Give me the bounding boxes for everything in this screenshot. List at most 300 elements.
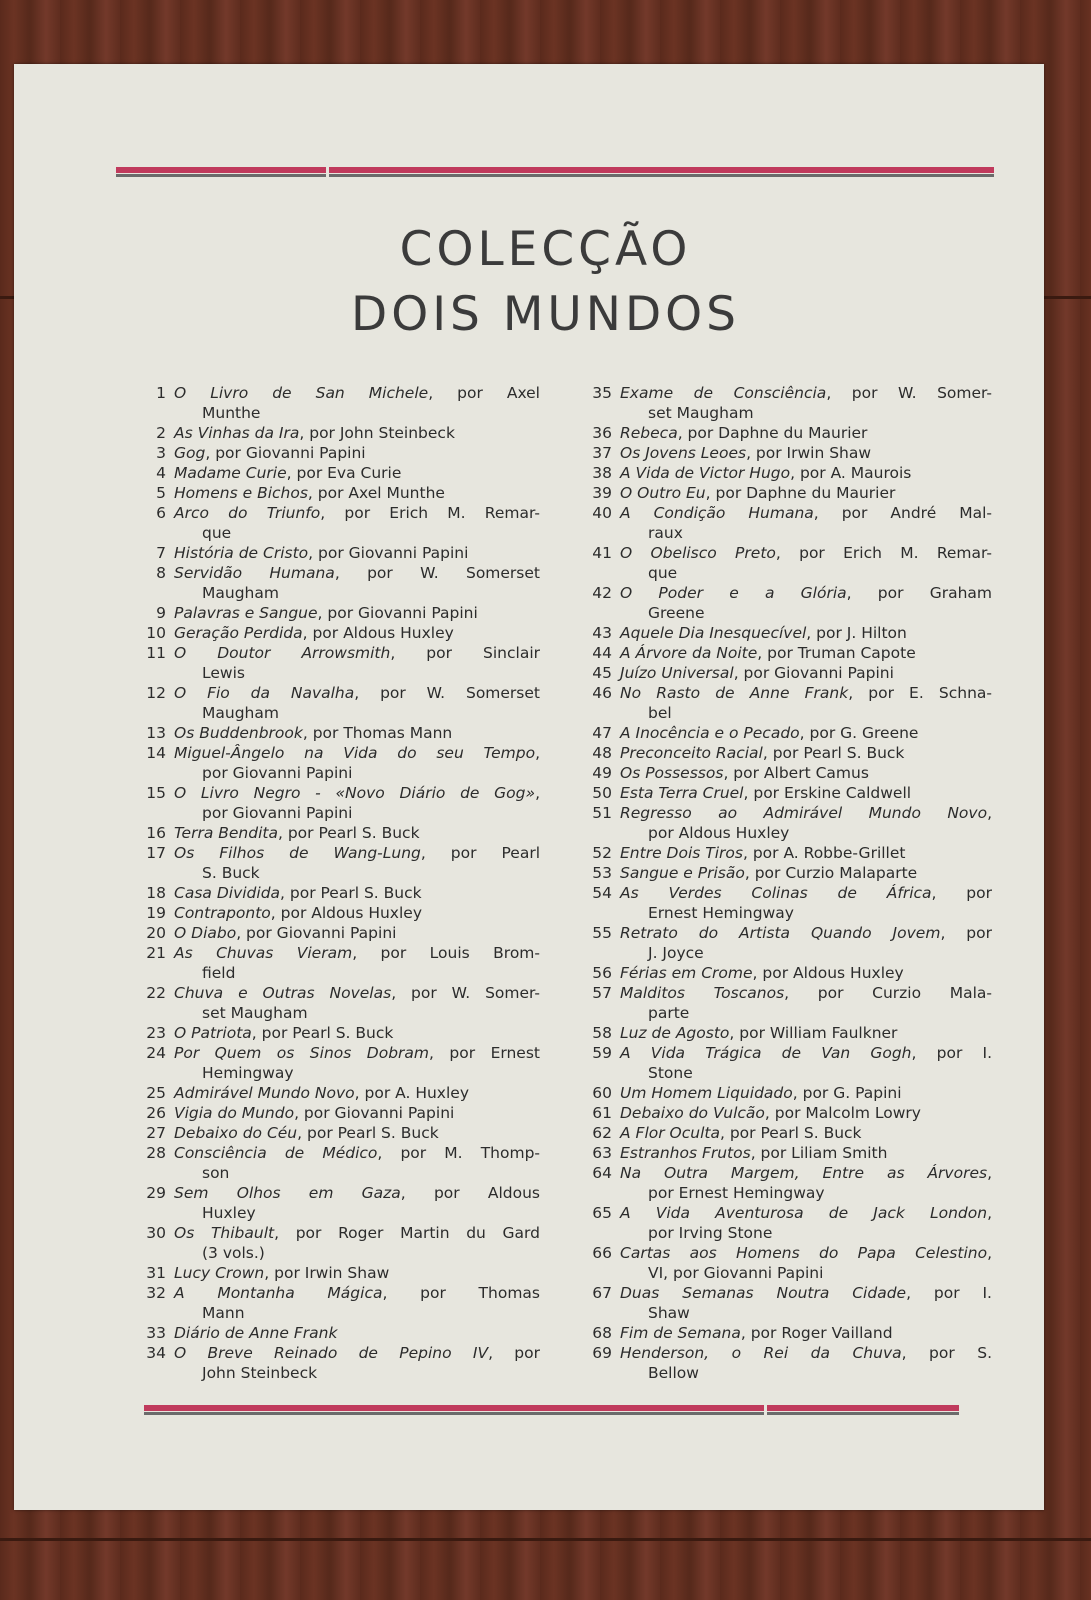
book-text [174, 1083, 540, 1103]
book-number: 33 [146, 1324, 166, 1342]
book-author: , por Giovanni Papini [294, 1104, 455, 1122]
book-title: Homens e Bichos [174, 484, 308, 502]
book-entry [128, 1083, 540, 1103]
book-number: 61 [592, 1104, 612, 1122]
book-author: , por Thomas [382, 1284, 540, 1302]
book-author: , por Sinclair [390, 644, 541, 662]
book-number: 48 [592, 744, 612, 762]
book-title: A Inocência e o Pecado [620, 724, 800, 742]
book-title: Um Homem Liquidado [620, 1084, 793, 1102]
book-author: , por William Faulkner [729, 1024, 898, 1042]
book-text [174, 943, 540, 983]
book-continuation: por Giovanni Papini [202, 764, 353, 782]
top-decorative-rule [116, 167, 994, 177]
book-text [174, 1123, 540, 1143]
book-entry [574, 463, 992, 483]
book-author: , por Erskine Caldwell [743, 784, 912, 802]
book-number: 64 [592, 1164, 612, 1182]
book-text [174, 623, 540, 643]
book-entry [128, 1143, 540, 1183]
book-continuation: parte [648, 1004, 690, 1022]
book-title: Sangue e Prisão [620, 864, 745, 882]
book-title: Miguel-Ângelo na Vida do seu Tempo [174, 744, 536, 762]
book-author: , por I. [911, 1044, 992, 1062]
book-continuation: Huxley [202, 1204, 256, 1222]
book-text [620, 683, 992, 723]
book-title: A Árvore da Noite [620, 644, 758, 662]
book-entry [128, 1223, 540, 1263]
book-text [620, 983, 992, 1023]
book-entry [574, 1083, 992, 1103]
book-text [620, 1323, 992, 1343]
book-text [174, 983, 540, 1023]
book-number: 8 [156, 564, 166, 582]
book-title: Juízo Universal [620, 664, 734, 682]
book-title: Henderson, o Rei da Chuva [620, 1344, 902, 1362]
book-text: Miguel-Ângelo na Vida do seu Tempo, por Giovanni Papini [174, 744, 540, 782]
book-text [174, 603, 540, 623]
book-text [620, 383, 992, 423]
book-number: 19 [146, 904, 166, 922]
book-entry [128, 623, 540, 643]
book-author: , por Giovanni Papini [205, 444, 366, 462]
book-continuation: (3 vols.) [202, 1244, 265, 1262]
book-number: 5 [156, 484, 166, 502]
book-author: , por Daphne du Maurier [677, 424, 868, 442]
book-title: Na Outra Margem, Entre as Árvores [620, 1164, 988, 1182]
floor-plank-seam [0, 1538, 1091, 1541]
book-entry [574, 1243, 992, 1283]
book-title: O Patriota [174, 1024, 252, 1042]
book-number: 34 [146, 1344, 166, 1362]
book-continuation: Lewis [202, 664, 245, 682]
book-entry [128, 723, 540, 743]
book-text [620, 623, 992, 643]
book-title: Sem Olhos em Gaza [174, 1184, 401, 1202]
book-author: , por I. [906, 1284, 992, 1302]
book-author: , por Aldous Huxley [752, 964, 904, 982]
book-author: , por Eva Curie [286, 464, 402, 482]
book-author: , por John Steinbeck [299, 424, 455, 442]
book-title: As Vinhas da Ira [174, 424, 300, 442]
book-entry [128, 1103, 540, 1123]
book-number: 69 [592, 1344, 612, 1362]
book-title: Férias em Crome [620, 964, 753, 982]
book-author: , por G. Papini [792, 1084, 902, 1102]
book-number: 17 [146, 844, 166, 862]
book-title: O Fio da Navalha [174, 684, 355, 702]
book-continuation: bel [648, 704, 672, 722]
book-entry [128, 463, 540, 483]
book-continuation: VI, por Giovanni Papini [648, 1264, 824, 1282]
book-author: , por Albert Camus [723, 764, 869, 782]
book-number: 25 [146, 1084, 166, 1102]
book-text [620, 443, 992, 463]
book-title: Admirável Mundo Novo [174, 1084, 355, 1102]
book-title: Gog [174, 444, 206, 462]
book-number: 54 [592, 884, 612, 902]
book-number: 24 [146, 1044, 166, 1062]
book-number: 59 [592, 1044, 612, 1062]
book-author: , por Erich M. Remar- [775, 544, 992, 562]
book-author: , por Louis Brom- [352, 944, 541, 962]
book-number: 28 [146, 1144, 166, 1162]
book-continuation: John Steinbeck [202, 1364, 318, 1382]
book-entry [574, 843, 992, 863]
book-author: , por Pearl S. Buck [280, 884, 422, 902]
book-number: 1 [156, 384, 166, 402]
book-entry [128, 603, 540, 623]
book-author: , por Aldous [400, 1184, 540, 1202]
book-title: Preconceito Racial [620, 744, 763, 762]
book-title: Vigia do Mundo [174, 1104, 295, 1122]
book-title: Os Possessos [620, 764, 724, 782]
book-title: O Doutor Arrowsmith [174, 644, 391, 662]
book-number: 26 [146, 1104, 166, 1122]
book-entry [574, 383, 992, 423]
book-number: 16 [146, 824, 166, 842]
book-author: , por André Mal- [813, 504, 992, 522]
book-title: O Poder e a Glória [620, 584, 847, 602]
book-entry [574, 1283, 992, 1323]
book-number: 37 [592, 444, 612, 462]
book-title: Geração Perdida [174, 624, 303, 642]
book-entry [128, 443, 540, 463]
book-number: 30 [146, 1224, 166, 1242]
book-title: Debaixo do Vulcão [620, 1104, 765, 1122]
book-author: , por Roger Vailland [740, 1324, 893, 1342]
book-entry [128, 883, 540, 903]
book-title: Entre Dois Tiros [620, 844, 743, 862]
book-continuation: que [648, 564, 678, 582]
book-author: , por Malcolm Lowry [764, 1104, 921, 1122]
book-number: 2 [156, 424, 166, 442]
book-entry [574, 763, 992, 783]
book-title: Estranhos Frutos [620, 1144, 751, 1162]
book-number: 60 [592, 1084, 612, 1102]
book-continuation: por Aldous Huxley [648, 824, 790, 842]
book-text [620, 1043, 992, 1083]
book-author: , por W. Somer- [826, 384, 992, 402]
book-title: Palavras e Sangue [174, 604, 318, 622]
book-continuation: Maugham [202, 584, 279, 602]
book-title: Regresso ao Admirável Mundo Novo [620, 804, 988, 822]
book-entry [574, 503, 992, 543]
book-title: Malditos Toscanos [620, 984, 785, 1002]
book-entry [128, 943, 540, 983]
book-text [174, 383, 540, 423]
book-author: , por Giovanni Papini [236, 924, 397, 942]
book-number: 40 [592, 504, 612, 522]
book-entry [128, 543, 540, 563]
book-number: 68 [592, 1324, 612, 1342]
book-entry [574, 643, 992, 663]
book-number: 55 [592, 924, 612, 942]
book-title: Esta Terra Cruel [620, 784, 744, 802]
book-entry [128, 983, 540, 1023]
book-entry [128, 503, 540, 543]
book-text [174, 823, 540, 843]
book-entry [574, 723, 992, 743]
book-author: , por Irwin Shaw [746, 444, 872, 462]
book-entry [574, 1343, 992, 1383]
book-text [174, 463, 540, 483]
book-number: 14 [146, 744, 166, 762]
book-title: Contraponto [174, 904, 271, 922]
book-continuation: Munthe [202, 404, 261, 422]
book-title: O Livro de San Michele [174, 384, 429, 402]
book-continuation: Stone [648, 1064, 693, 1082]
book-entry [128, 1183, 540, 1223]
book-author: , por Pearl S. Buck [277, 824, 420, 842]
book-text [620, 503, 992, 543]
book-entry [128, 923, 540, 943]
book-entry [128, 383, 540, 423]
book-number: 3 [156, 444, 166, 462]
book-number: 32 [146, 1284, 166, 1302]
book-entry [128, 823, 540, 843]
book-author: , por A. Maurois [790, 464, 912, 482]
book-title: Os Filhos de Wang-Lung [174, 844, 421, 862]
book-text [174, 563, 540, 603]
book-author: , por W. Somerset [354, 684, 540, 702]
book-text: O Breve Reinado de Pepino IV, por John Steinbeck [174, 1344, 540, 1382]
catalog-column-left [128, 383, 540, 1383]
book-number: 7 [156, 544, 166, 562]
book-text [174, 883, 540, 903]
book-number: 53 [592, 864, 612, 882]
book-text [174, 1023, 540, 1043]
book-number: 9 [156, 604, 166, 622]
book-author: , por Pearl [420, 844, 540, 862]
book-title: Debaixo do Céu [174, 1124, 298, 1142]
book-text [620, 663, 992, 683]
book-text [174, 1263, 540, 1283]
book-text [620, 783, 992, 803]
book-number: 41 [592, 544, 612, 562]
book-entry [574, 1323, 992, 1343]
book-number: 13 [146, 724, 166, 742]
book-text [620, 1083, 992, 1103]
book-continuation: Mann [202, 1304, 245, 1322]
book-author: , por A. Robbe-Grillet [742, 844, 906, 862]
book-number: 18 [146, 884, 166, 902]
book-text [174, 1183, 540, 1223]
book-entry [574, 423, 992, 443]
bottom-decorative-rule [144, 1405, 959, 1415]
book-number: 45 [592, 664, 612, 682]
book-number: 46 [592, 684, 612, 702]
book-text [174, 903, 540, 923]
book-author: , por J. Hilton [806, 624, 907, 642]
book-author: , por S. [901, 1344, 992, 1362]
book-text [620, 423, 992, 443]
book-number: 47 [592, 724, 612, 742]
book-number: 52 [592, 844, 612, 862]
book-number: 62 [592, 1124, 612, 1142]
book-author: , por Pearl S. Buck [719, 1124, 862, 1142]
book-author: , por Giovanni Papini [733, 664, 894, 682]
book-author: , por W. Somerset [334, 564, 540, 582]
book-number: 4 [156, 464, 166, 482]
book-entry [128, 1343, 540, 1383]
book-title: Os Thibault [174, 1224, 275, 1242]
book-author: , por Curzio Mala- [784, 984, 992, 1002]
book-author: , por Curzio Malaparte [744, 864, 918, 882]
book-continuation: S. Buck [202, 864, 260, 882]
collection-title-line1: COLECÇÃO [399, 222, 692, 277]
book-text [620, 723, 992, 743]
book-author: , por Thomas Mann [302, 724, 453, 742]
book-title: A Vida Aventurosa de Jack London [620, 1204, 988, 1222]
book-number: 23 [146, 1024, 166, 1042]
book-entry [128, 1023, 540, 1043]
book-text [620, 543, 992, 583]
book-entry [574, 783, 992, 803]
collection-title-line2: DOIS MUNDOS [351, 287, 740, 342]
book-author: , por E. Schna- [848, 684, 992, 702]
book-author: , por Roger Martin du Gard [274, 1224, 540, 1242]
book-title: Por Quem os Sinos Dobram [174, 1044, 430, 1062]
book-number: 35 [592, 384, 612, 402]
book-title: Fim de Semana [620, 1324, 741, 1342]
book-number: 29 [146, 1184, 166, 1202]
book-entry [128, 483, 540, 503]
book-entry [128, 1263, 540, 1283]
book-continuation: field [202, 964, 236, 982]
book-title: Exame de Consciência [620, 384, 827, 402]
book-entry [128, 683, 540, 723]
book-text [620, 863, 992, 883]
book-entry [574, 1163, 992, 1203]
book-number: 22 [146, 984, 166, 1002]
book-entry [128, 643, 540, 683]
book-author: , por Pearl S. Buck [762, 744, 905, 762]
book-title: A Condição Humana [620, 504, 814, 522]
book-text [620, 743, 992, 763]
book-continuation: Greene [648, 604, 705, 622]
book-number: 43 [592, 624, 612, 642]
book-entry [574, 1103, 992, 1123]
book-text [174, 683, 540, 723]
book-number: 65 [592, 1204, 612, 1222]
book-number: 56 [592, 964, 612, 982]
book-entry [128, 1123, 540, 1143]
book-text [174, 423, 540, 443]
book-number: 36 [592, 424, 612, 442]
book-text [620, 1283, 992, 1323]
book-author: , por A. Huxley [354, 1084, 469, 1102]
book-text [620, 1123, 992, 1143]
book-text: Cartas aos Homens do Papa Celestino, VI, por Giovanni Papini [620, 1244, 992, 1282]
book-continuation: Bellow [648, 1364, 699, 1382]
book-text [174, 443, 540, 463]
book-entry [574, 443, 992, 463]
book-title: Retrato do Artista Quando Jovem [620, 924, 941, 942]
book-number: 42 [592, 584, 612, 602]
book-title: A Vida Trágica de Van Gogh [620, 1044, 912, 1062]
book-title: Casa Dividida [174, 884, 281, 902]
book-text: A Vida Aventurosa de Jack London, por Irving Stone [620, 1204, 992, 1242]
book-number: 51 [592, 804, 612, 822]
book-continuation: son [202, 1164, 230, 1182]
book-number: 20 [146, 924, 166, 942]
book-continuation: raux [648, 524, 683, 542]
book-number: 10 [146, 624, 166, 642]
book-title: Os Jovens Leoes [620, 444, 747, 462]
book-continuation: por Ernest Hemingway [648, 1184, 825, 1202]
book-text [174, 483, 540, 503]
book-number: 57 [592, 984, 612, 1002]
book-number: 31 [146, 1264, 166, 1282]
book-entry [128, 743, 540, 783]
book-continuation: Hemingway [202, 1064, 294, 1082]
book-text [620, 1103, 992, 1123]
book-text: Regresso ao Admirável Mundo Novo, por Aldous Huxley [620, 804, 992, 842]
book-entry [574, 1043, 992, 1083]
book-title: Cartas aos Homens do Papa Celestino [620, 1244, 988, 1262]
book-title: O Diabo [174, 924, 237, 942]
book-text [174, 1223, 540, 1263]
book-text [620, 483, 992, 503]
book-entry [574, 743, 992, 763]
book-title: Consciência de Médico [174, 1144, 378, 1162]
book-title: Arco do Triunfo [174, 504, 321, 522]
book-text [174, 843, 540, 883]
book-title: Rebeca [620, 424, 678, 442]
book-continuation: que [202, 524, 232, 542]
book-continuation: set Maugham [202, 1004, 308, 1022]
book-number: 50 [592, 784, 612, 802]
book-title: As Chuvas Vieram [174, 944, 353, 962]
book-entry [574, 623, 992, 643]
book-continuation: por Irving Stone [648, 1224, 773, 1242]
book-entry [574, 1143, 992, 1163]
book-author: , por Daphne du Maurier [705, 484, 896, 502]
book-number: 58 [592, 1024, 612, 1042]
book-text [620, 843, 992, 863]
book-entry [574, 1203, 992, 1243]
book-text [620, 463, 992, 483]
book-entry [128, 903, 540, 923]
book-text: Na Outra Margem, Entre as Árvores, por Ernest Hemingway [620, 1164, 992, 1202]
book-text [174, 543, 540, 563]
book-continuation: por Giovanni Papini [202, 804, 353, 822]
book-title: Lucy Crown [174, 1264, 265, 1282]
book-author: , por Axel [428, 384, 540, 402]
book-title: Terra Bendita [174, 824, 278, 842]
book-text: Retrato do Artista Quando Jovem, por J. Joyce [620, 924, 992, 962]
book-author: , por Graham [846, 584, 993, 602]
book-entry [574, 883, 992, 923]
book-text [174, 1323, 540, 1343]
book-text [174, 723, 540, 743]
book-number: 11 [146, 644, 166, 662]
book-author: , por Erich M. Remar- [320, 504, 540, 522]
book-author: , por Irwin Shaw [264, 1264, 390, 1282]
book-number: 63 [592, 1144, 612, 1162]
book-title: Servidão Humana [174, 564, 335, 582]
book-number: 39 [592, 484, 612, 502]
book-author: , por Giovanni Papini [308, 544, 469, 562]
book-number: 15 [146, 784, 166, 802]
book-title: Madame Curie [174, 464, 287, 482]
book-entry [574, 803, 992, 843]
book-entry [574, 683, 992, 723]
book-entry [574, 483, 992, 503]
book-text [174, 643, 540, 683]
book-title: História de Cristo [174, 544, 309, 562]
